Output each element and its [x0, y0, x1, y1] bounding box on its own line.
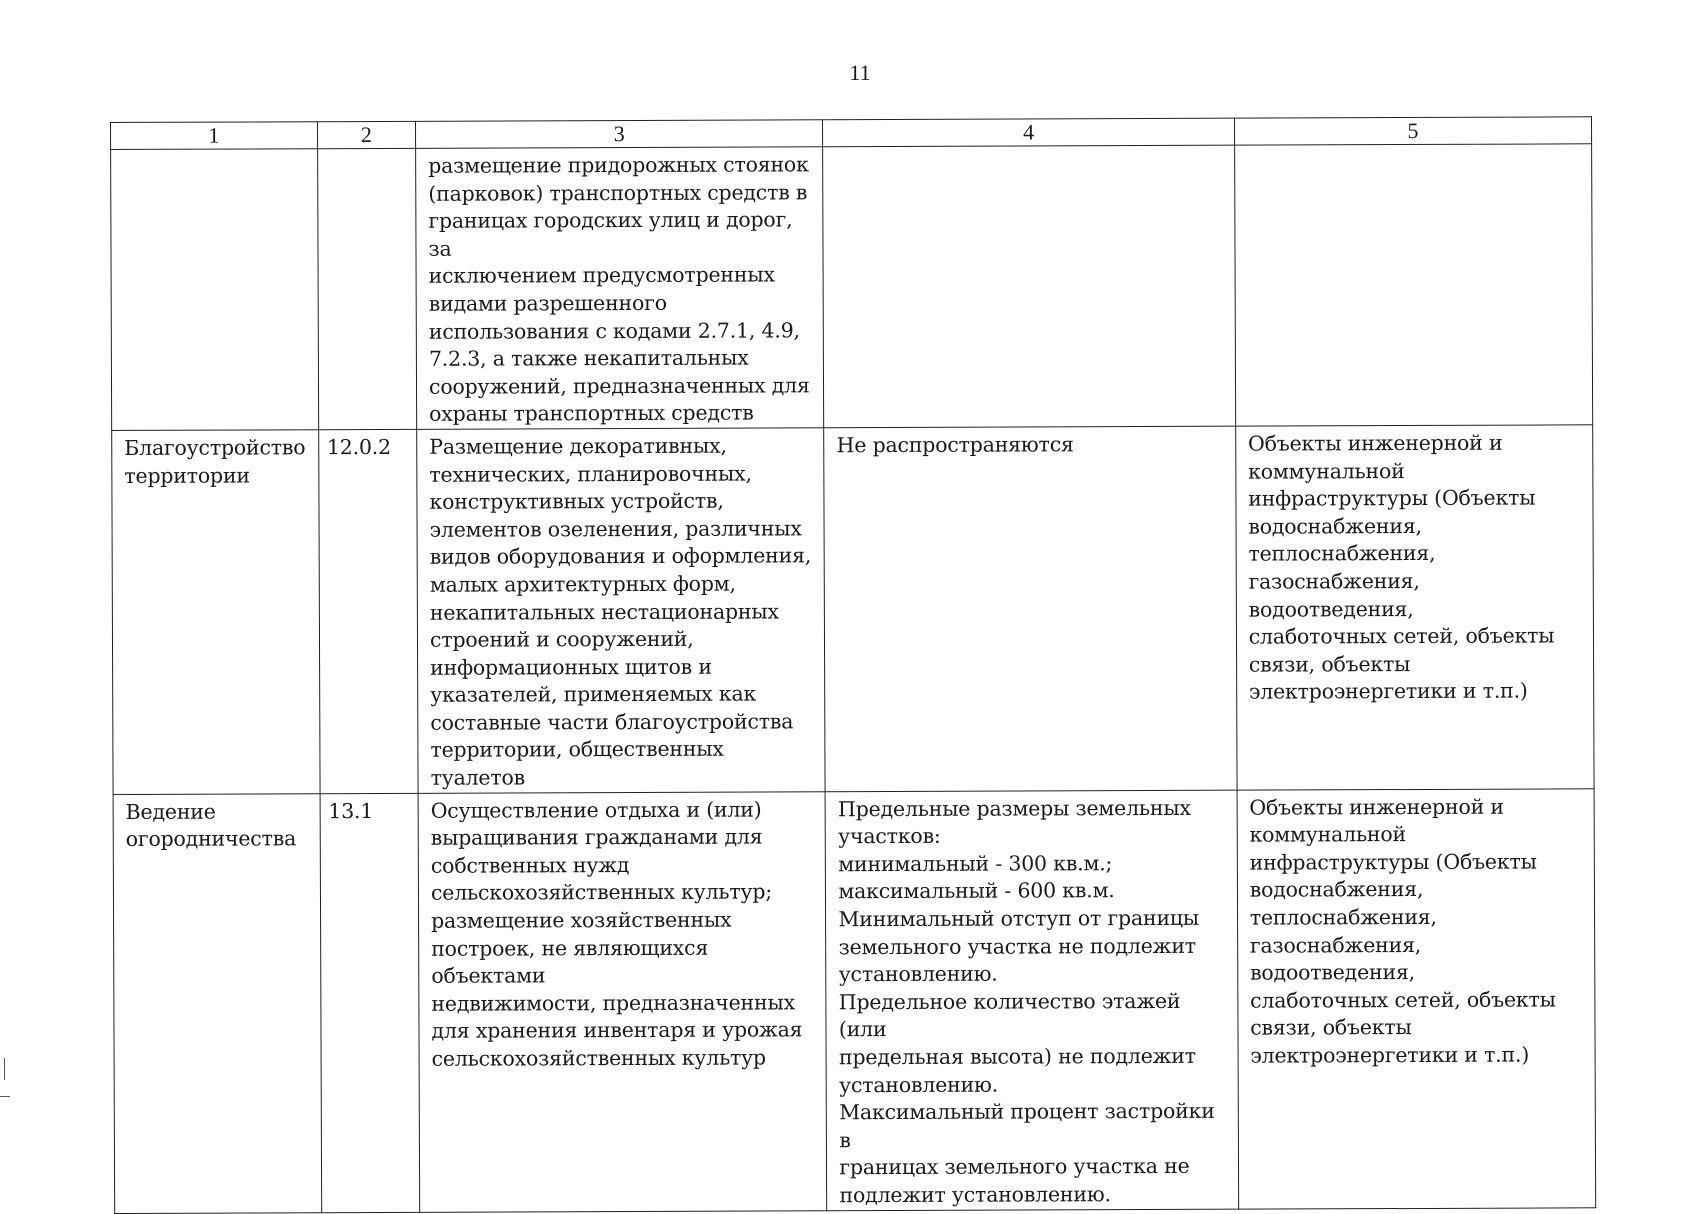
use-description-text: размещение придорожных стоянок (парковок) транспортных средств в границах городских улиц и дорог, за исключением предусмотренных видами разрешенного использования с кодами 2.7.1, 4.9, 7.2.3, а также некапитальных сооружений, предназначенных для охраны транспортных средств — [428, 152, 810, 427]
table-row — [112, 425, 1594, 794]
scan-margin-dash — [0, 1096, 10, 1097]
use-name-text — [111, 149, 317, 154]
use-code-cell — [320, 793, 420, 1212]
use-name-cell — [112, 430, 320, 795]
use-description-cell — [417, 428, 826, 793]
column-header: 3 — [416, 120, 823, 149]
auxiliary-uses-text: Объекты инженерной и коммунальной инфраструктуры (Объекты водоснабжения, теплоснабжения, газоснабжения, водоотведения, слаботочных сетей, объекты связи, объекты электроэнергетики и т.п.) — [1247, 430, 1555, 704]
column-header: 1 — [111, 122, 318, 150]
table-row — [113, 788, 1596, 1213]
auxiliary-uses-text: Объекты инженерной и коммунальной инфраструктуры (Объекты водоснабжения, теплоснабжения, газоснабжения, водоотведения, слаботочных сетей, объекты связи, объекты электроэнергетики и т.п.) — [1249, 794, 1556, 1068]
use-description-cell — [418, 791, 827, 1211]
scan-margin-mark — [4, 1058, 5, 1080]
column-header: 4 — [823, 118, 1234, 147]
column-header: 5 — [1234, 117, 1591, 145]
use-name-cell — [111, 149, 319, 431]
table-row — [111, 144, 1593, 431]
use-name-text: Ведение огородничества — [125, 799, 297, 852]
auxiliary-uses-cell — [1235, 425, 1594, 790]
auxiliary-uses-cell — [1237, 788, 1596, 1208]
parameters-cell — [823, 145, 1235, 428]
use-description-text: Осуществление отдыха и (или) выращивания гражданами для собственных нужд сельскохозяйственных культур; размещение хозяйственных построек, не являющихся объектами недвижимости, предназначенных для хранения инвентаря и урожая сельскохозяйственных культур — [430, 797, 803, 1071]
parameters-text — [823, 146, 1233, 152]
auxiliary-uses-cell — [1234, 144, 1592, 426]
column-header: 2 — [317, 121, 415, 148]
use-name-text: Благоустройство территории — [124, 435, 306, 488]
parameters-cell — [825, 790, 1238, 1210]
use-code-text: 13.1 — [328, 798, 374, 823]
auxiliary-uses-text — [1235, 144, 1591, 149]
parameters-text: Не распространяются — [836, 432, 1074, 458]
land-use-table — [110, 116, 1596, 1213]
parameters-cell — [824, 426, 1237, 791]
use-description-cell — [416, 147, 824, 429]
use-code-cell — [317, 148, 416, 429]
use-name-cell — [113, 793, 321, 1213]
use-description-text: Размещение декоративных, технических, планировочных, конструктивных устройств, элементов озеленения, различных видов оборудования и оформления, малых архитектурных форм, некапитальных нестационарных строений и сооружений, информационных щитов и указателей, применяемых как составные части благоустройства территории, общественных туалетов — [429, 433, 812, 790]
use-code-text: 12.0.2 — [326, 434, 391, 460]
use-code-cell — [318, 429, 418, 793]
use-code-text — [318, 149, 415, 153]
page-number: 11 — [849, 60, 871, 85]
parameters-text: Предельные размеры земельных участков: минимальный - 300 кв.м.; максимальный - 600 кв.м. Минимальный отступ от границы земельного участка не подлежит установлению. Предельное количество этажей (или предельная высота) не подлежит установлению. Максимальный процент застройки в границах земельного участка не подлежит установлению. — [837, 795, 1215, 1208]
